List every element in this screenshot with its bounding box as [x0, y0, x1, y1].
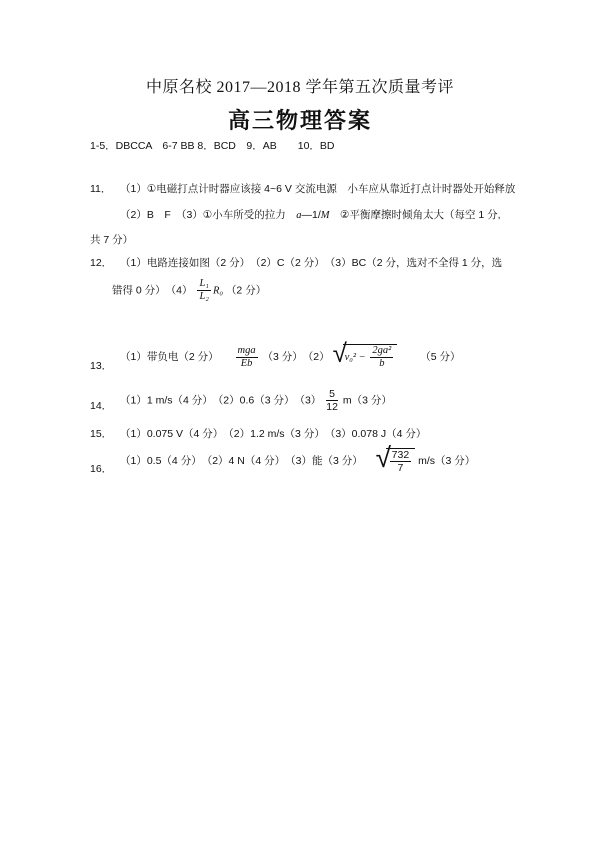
- q11-line2-c: ②平衡摩擦时倾角太大（每空 1 分,: [329, 209, 501, 221]
- q11-line2-a: （2）B F （3）①小车所受的拉力: [120, 209, 297, 221]
- q13-part3: （5 分）: [420, 350, 461, 363]
- q11-line3: 共 7 分）: [90, 234, 134, 246]
- q16-sqrt: [375, 442, 416, 475]
- q13-sqrt-fraction: [370, 345, 393, 370]
- q14-part2: m（3 分）: [342, 394, 392, 407]
- q12-fraction: [197, 278, 211, 303]
- q12-frac-tail: R₀: [212, 285, 224, 297]
- q14-frac-den: 12: [326, 401, 338, 414]
- q16-number: 16．: [90, 463, 113, 475]
- school-line: 中原名校 2017—2018 学年第五次质量考评: [145, 79, 454, 96]
- q11-var-M: M: [320, 210, 330, 221]
- q13-line: [120, 338, 461, 370]
- q13-sqrt-frac-den: b: [379, 358, 385, 370]
- q13-part1: （1）带负电（2 分）: [120, 350, 219, 363]
- q16-sqrt-fraction: [390, 449, 412, 474]
- q16-sqrt-frac-den: 7: [397, 462, 404, 475]
- q11-number: 11．: [90, 183, 112, 195]
- q15-number: 15．: [90, 428, 113, 440]
- q16-part1: （1）0.5（4 分） （2）4 N（4 分） （3）能（3 分）: [120, 454, 363, 467]
- q11-var-a: a: [296, 210, 302, 221]
- q14-number: 14．: [90, 400, 113, 412]
- q11-line1: （1）①电磁打点计时器应该接 4~6 V 交流电源 小车应从靠近打点计时器处开始释放: [120, 183, 516, 195]
- q12-line2-a: 错得 0 分） （4）: [112, 284, 193, 297]
- q13-frac-num: mga: [236, 345, 258, 358]
- q13-fraction: [236, 345, 258, 370]
- q14-line: [120, 388, 392, 413]
- q13-sqrt-v: v₀² −: [344, 351, 366, 363]
- page-title: 高三物理答案: [227, 108, 372, 133]
- q16-sqrt-frac-num: 732: [391, 449, 410, 461]
- q15-line: （1）0.075 V（4 分） （2）1.2 m/s（3 分） （3）0.078 J（4 分）: [120, 428, 427, 440]
- q13-sqrt-body: [343, 344, 398, 370]
- radical-icon: √: [375, 442, 392, 473]
- q13-sqrt: [332, 338, 398, 370]
- q14-fraction: [326, 388, 338, 413]
- q13-part2: （3 分） （2）: [262, 350, 330, 363]
- q12-frac-num: L₁: [197, 278, 211, 291]
- q12-line2: [112, 278, 266, 303]
- q14-part1: （1）1 m/s（4 分） （2）0.6（3 分） （3）: [120, 394, 322, 407]
- q14-frac-num: 5: [326, 388, 338, 401]
- q12-line1: （1）电路连接如图（2 分） （2）C（2 分） （3）BC（2 分，选对不全得 1 分，选: [120, 257, 503, 269]
- q11-line2-b: —1/: [301, 209, 321, 221]
- q13-frac-den: Eb: [240, 357, 253, 369]
- answers-1-10: 1-5．DBCCA 6-7 BB 8．BCD 9．AB 10．BD: [90, 140, 335, 152]
- q12-frac-den: L₂: [199, 291, 209, 303]
- radical-icon: √: [332, 338, 347, 368]
- q13-number: 13．: [90, 360, 113, 372]
- q11-line2: [120, 207, 501, 222]
- q16-part2: m/s（3 分）: [418, 454, 476, 467]
- q12-number: 12．: [90, 257, 113, 269]
- q12-line2-b: （2 分）: [225, 284, 267, 297]
- q13-sqrt-frac-num: 2ga²: [370, 345, 393, 358]
- q16-line: [120, 442, 476, 475]
